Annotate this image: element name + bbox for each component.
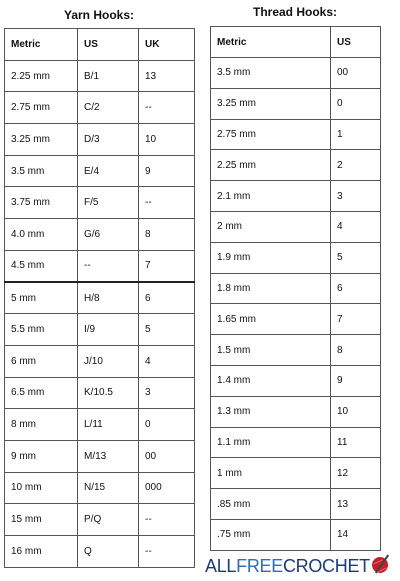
yarn-metric-cell: 6 mm (5, 345, 78, 377)
yarn-uk-cell: 0 (139, 409, 195, 441)
table-row (5, 504, 195, 536)
thread-us-cell: 10 (331, 396, 381, 427)
table-row (5, 187, 195, 219)
thread-metric-cell: 1.3 mm (211, 396, 331, 427)
yarn-uk-cell: 8 (139, 219, 195, 251)
yarn-us-cell: F/5 (78, 187, 139, 219)
table-row (5, 250, 195, 282)
yarn-uk-cell: 00 (139, 440, 195, 472)
thread-metric-cell: 1.5 mm (211, 335, 331, 366)
thread-metric-cell: 2.1 mm (211, 181, 331, 212)
logo-text-crochet: CROCHET (282, 556, 370, 576)
yarn-uk-cell: 9 (139, 155, 195, 187)
yarn-us-cell: -- (78, 250, 139, 282)
yarn-metric-cell: 2.75 mm (5, 92, 78, 124)
table-row (5, 155, 195, 187)
yarn-uk-cell: -- (139, 92, 195, 124)
thread-us-cell: 4 (331, 211, 381, 242)
thread-metric-cell: 1.4 mm (211, 365, 331, 396)
thread-us-cell: 11 (331, 427, 381, 458)
table-row (211, 58, 381, 89)
yarn-header-uk: UK (139, 29, 195, 61)
thread-metric-cell: 3.5 mm (211, 58, 331, 89)
yarn-us-cell: C/2 (78, 92, 139, 124)
table-row (5, 60, 195, 92)
thread-us-cell: 3 (331, 181, 381, 212)
thread-metric-cell: 3.25 mm (211, 88, 331, 119)
thread-metric-cell: 1.8 mm (211, 273, 331, 304)
table-row (211, 273, 381, 304)
thread-metric-cell: 2 mm (211, 211, 331, 242)
table-row (211, 396, 381, 427)
thread-us-cell: 2 (331, 150, 381, 181)
yarn-us-cell: N/15 (78, 472, 139, 504)
table-row (211, 489, 381, 520)
yarn-us-cell: L/11 (78, 409, 139, 441)
table-row (5, 536, 195, 568)
thread-metric-cell: 1.9 mm (211, 242, 331, 273)
yarn-header-metric: Metric (5, 29, 78, 61)
thread-us-cell: 8 (331, 335, 381, 366)
yarn-us-cell: P/Q (78, 504, 139, 536)
yarn-uk-cell: 5 (139, 314, 195, 346)
table-row (211, 119, 381, 150)
yarn-metric-cell: 10 mm (5, 472, 78, 504)
table-row (211, 519, 381, 550)
yarn-uk-cell: -- (139, 504, 195, 536)
table-row (211, 427, 381, 458)
logo-text-all: ALL (205, 556, 237, 576)
table-row (5, 345, 195, 377)
thread-us-cell: 6 (331, 273, 381, 304)
yarn-header-row (5, 29, 195, 61)
yarn-header-us: US (78, 29, 139, 61)
thread-metric-cell: 1.1 mm (211, 427, 331, 458)
thread-metric-cell: 2.25 mm (211, 150, 331, 181)
table-row (211, 365, 381, 396)
yarn-metric-cell: 4.5 mm (5, 250, 78, 282)
table-row (211, 458, 381, 489)
table-row (5, 472, 195, 504)
yarn-us-cell: H/8 (78, 282, 139, 314)
yarn-metric-cell: 6.5 mm (5, 377, 78, 409)
table-row (211, 242, 381, 273)
table-row (5, 219, 195, 251)
yarn-uk-cell: 7 (139, 250, 195, 282)
yarn-us-cell: K/10.5 (78, 377, 139, 409)
yarn-metric-cell: 3.75 mm (5, 187, 78, 219)
table-row (211, 181, 381, 212)
thread-us-cell: 9 (331, 365, 381, 396)
thread-us-cell: 1 (331, 119, 381, 150)
thread-us-cell: 12 (331, 458, 381, 489)
yarn-metric-cell: 16 mm (5, 536, 78, 568)
thread-header-row (211, 27, 381, 58)
table-row (5, 124, 195, 156)
yarn-uk-cell: 4 (139, 345, 195, 377)
table-row (211, 88, 381, 119)
thread-hooks-title: Thread Hooks: (252, 5, 337, 19)
allfreecrochet-logo[interactable] (205, 554, 395, 578)
yarn-uk-cell: 13 (139, 60, 195, 92)
thread-us-cell: 5 (331, 242, 381, 273)
yarn-uk-cell: 10 (139, 124, 195, 156)
yarn-metric-cell: 15 mm (5, 504, 78, 536)
thread-us-cell: 0 (331, 88, 381, 119)
table-row (5, 314, 195, 346)
yarn-uk-cell: 6 (139, 282, 195, 314)
thread-metric-cell: 2.75 mm (211, 119, 331, 150)
table-row (211, 150, 381, 181)
yarn-hooks-table (4, 28, 195, 568)
yarn-metric-cell: 9 mm (5, 440, 78, 472)
thread-us-cell: 7 (331, 304, 381, 335)
thread-metric-cell: 1.65 mm (211, 304, 331, 335)
yarn-us-cell: D/3 (78, 124, 139, 156)
yarn-us-cell: E/4 (78, 155, 139, 187)
table-row (211, 211, 381, 242)
yarn-hooks-title: Yarn Hooks: (63, 8, 135, 22)
thread-us-cell: 14 (331, 519, 381, 550)
yarn-uk-cell: -- (139, 187, 195, 219)
table-row (5, 282, 195, 314)
thread-header-metric: Metric (211, 27, 331, 58)
table-row (5, 409, 195, 441)
yarn-metric-cell: 5 mm (5, 282, 78, 314)
yarn-us-cell: J/10 (78, 345, 139, 377)
thread-metric-cell: 1 mm (211, 458, 331, 489)
thread-header-us: US (331, 27, 381, 58)
yarn-metric-cell: 5.5 mm (5, 314, 78, 346)
yarn-us-cell: B/1 (78, 60, 139, 92)
yarn-us-cell: I/9 (78, 314, 139, 346)
thread-metric-cell: .75 mm (211, 519, 331, 550)
table-row (5, 92, 195, 124)
table-row (5, 440, 195, 472)
yarn-metric-cell: 3.25 mm (5, 124, 78, 156)
yarn-metric-cell: 8 mm (5, 409, 78, 441)
yarn-uk-cell: 000 (139, 472, 195, 504)
logo-text-free: FREE (236, 556, 283, 576)
yarn-us-cell: M/13 (78, 440, 139, 472)
yarn-us-cell: G/6 (78, 219, 139, 251)
thread-us-cell: 00 (331, 58, 381, 89)
yarn-metric-cell: 4.0 mm (5, 219, 78, 251)
yarn-metric-cell: 3.5 mm (5, 155, 78, 187)
thread-metric-cell: .85 mm (211, 489, 331, 520)
thread-us-cell: 13 (331, 489, 381, 520)
table-row (211, 304, 381, 335)
thread-hooks-table (210, 26, 381, 551)
table-row (5, 377, 195, 409)
table-row (211, 335, 381, 366)
yarn-uk-cell: -- (139, 536, 195, 568)
yarn-uk-cell: 3 (139, 377, 195, 409)
yarn-metric-cell: 2.25 mm (5, 60, 78, 92)
yarn-us-cell: Q (78, 536, 139, 568)
